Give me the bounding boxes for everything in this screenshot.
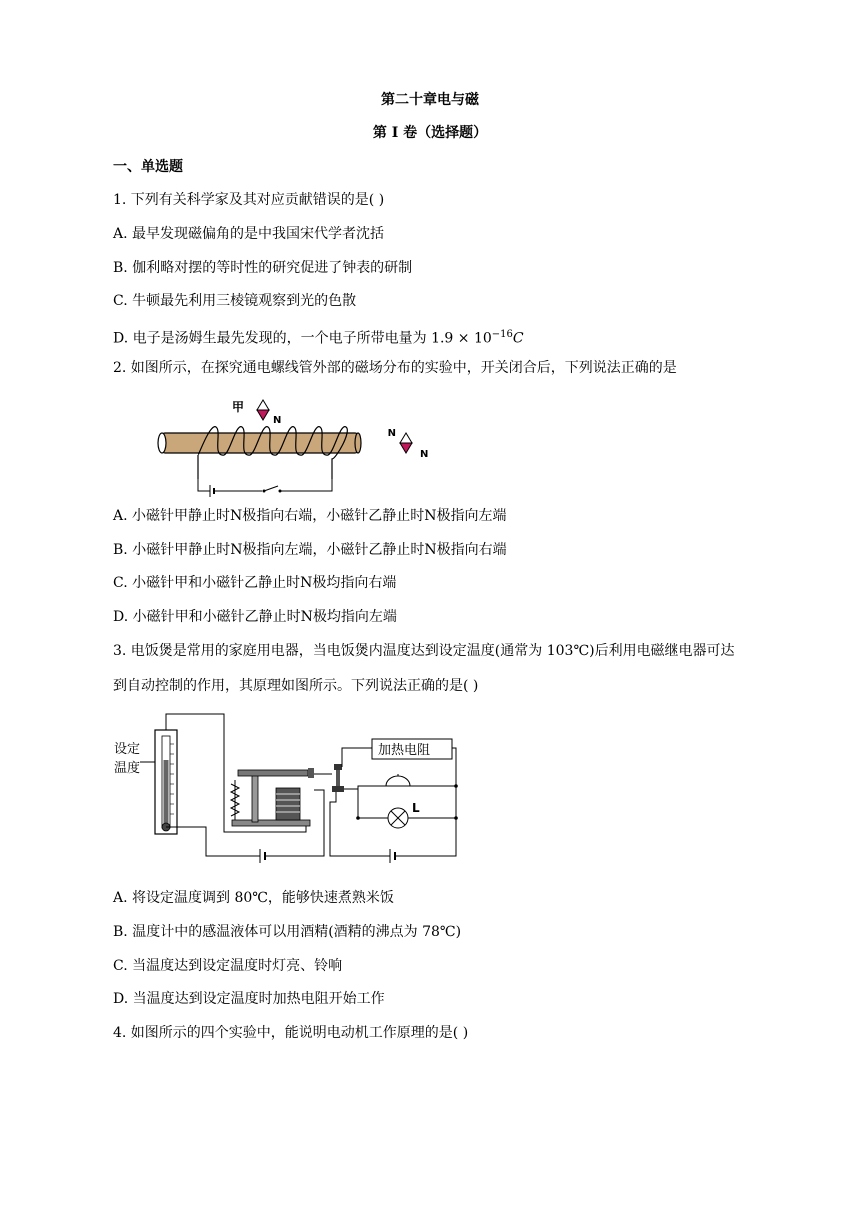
volume-title: 第 I 卷（选择题）	[372, 125, 488, 141]
question-2-option-c: C. 小磁针甲和小磁针乙静止时N极均指向右端	[113, 575, 397, 591]
label-n-yi: N	[420, 449, 429, 460]
question-1-option-d	[113, 325, 524, 349]
rice-cooker-circuit-figure	[110, 708, 470, 868]
page-title: 第二十章电与磁	[381, 92, 479, 108]
compass-jia-icon	[257, 400, 269, 420]
question-3-option-c: C. 当温度达到设定温度时灯亮、铃响	[113, 958, 343, 974]
relay-contacts-icon	[314, 764, 344, 792]
question-2-option-d: D. 小磁针甲和小磁针乙静止时N极均指向左端	[113, 609, 397, 625]
electric-bell-icon	[386, 774, 410, 786]
question-3-option-d: D. 当温度达到设定温度时加热电阻开始工作	[113, 991, 385, 1007]
question-3-stem-line-1: 3. 电饭煲是常用的家庭用电器，当电饭煲内温度达到设定温度(通常为 103℃)后利用电磁继电器可达	[113, 643, 735, 659]
label-set-2: 温度	[114, 761, 141, 776]
question-1-option-c: C. 牛顿最先利用三棱镜观察到光的色散	[113, 293, 357, 309]
question-3-stem-line-2: 到自动控制的作用，其原理如图所示。下列说法正确的是( )	[113, 678, 479, 694]
label-n-rotated: N	[387, 426, 396, 437]
question-1-option-a: A. 最早发现磁偏角的是中我国宋代学者沈括	[113, 226, 385, 242]
relay-electromagnet-icon	[231, 768, 314, 826]
question-2-option-a: A. 小磁针甲静止时N极指向右端，小磁针乙静止时N极指向左端	[113, 508, 507, 524]
question-1-option-b: B. 伽利略对摆的等时性的研究促进了钟表的研制	[113, 260, 413, 276]
question-4-stem: 4. 如图所示的四个实验中，能说明电动机工作原理的是( )	[113, 1025, 469, 1041]
question-2-option-b: B. 小磁针甲静止时N极指向左端，小磁针乙静止时N极指向右端	[113, 542, 507, 558]
option-d-text: D. 电子是汤姆生最先发现的，一个电子所带电量为 1.9 × 10	[113, 330, 492, 347]
label-jia: 甲	[232, 400, 245, 414]
option-d-exponent: −16	[491, 329, 513, 340]
option-d-unit: C	[512, 330, 524, 347]
label-n-jia: N	[273, 415, 282, 426]
solenoid-figure	[150, 395, 450, 500]
question-3-option-b: B. 温度计中的感温液体可以用酒精(酒精的沸点为 78℃)	[113, 924, 462, 940]
question-1-stem: 1. 下列有关科学家及其对应贡献错误的是( )	[113, 192, 385, 208]
question-3-option-a: A. 将设定温度调到 80℃，能够快速煮熟米饭	[113, 890, 394, 906]
label-heater: 加热电阻	[378, 743, 431, 758]
question-2-stem: 2. 如图所示，在探究通电螺线管外部的磁场分布的实验中，开关闭合后，下列说法正确的是	[113, 360, 677, 376]
label-lamp-l: L	[412, 801, 420, 815]
section-heading: 一、单选题	[113, 159, 183, 175]
compass-yi-icon	[400, 433, 412, 453]
label-set-1: 设定	[114, 742, 141, 757]
lamp-icon	[388, 808, 408, 828]
thermometer-icon	[155, 730, 177, 834]
